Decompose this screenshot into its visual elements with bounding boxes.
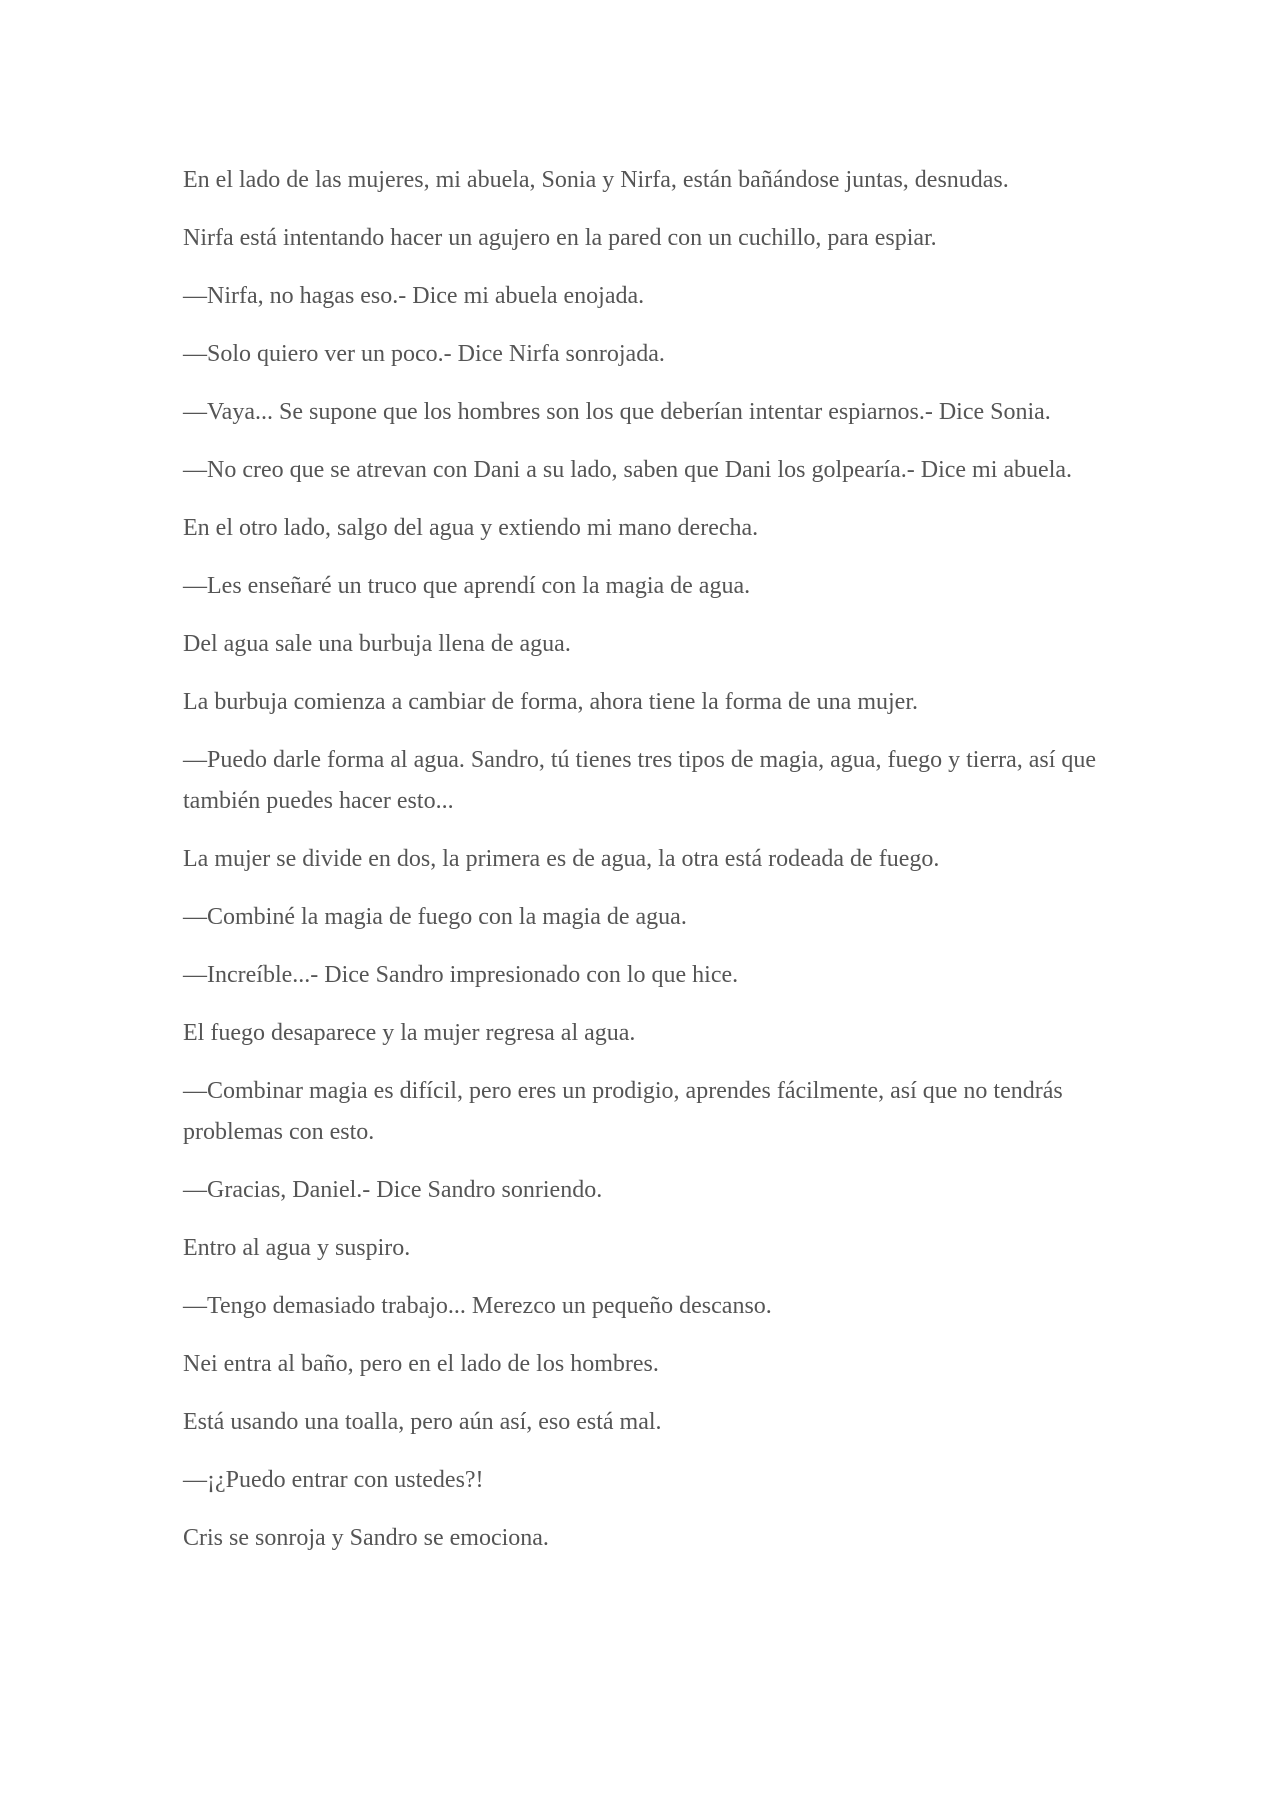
paragraph: Está usando una toalla, pero aún así, eso está mal. [183,1409,662,1435]
paragraph: La mujer se divide en dos, la primera es de agua, la otra está rodeada de fuego. [183,846,940,872]
paragraph: El fuego desaparece y la mujer regresa al agua. [183,1020,636,1046]
paragraph: Cris se sonroja y Sandro se emociona. [183,1525,549,1551]
paragraph: —Solo quiero ver un poco.- Dice Nirfa sonrojada. [183,341,665,367]
paragraph: —Combinar magia es difícil, pero eres un prodigio, aprendes fácilmente, así que no tendrás problemas con esto. [183,1078,1063,1145]
paragraph: —Vaya... Se supone que los hombres son los que deberían intentar espiarnos.- Dice Sonia. [183,399,1051,425]
paragraph: En el otro lado, salgo del agua y extiendo mi mano derecha. [183,515,759,541]
paragraph: La burbuja comienza a cambiar de forma, ahora tiene la forma de una mujer. [183,689,918,715]
paragraph: —Les enseñaré un truco que aprendí con la magia de agua. [183,573,751,599]
paragraph: Entro al agua y suspiro. [183,1235,411,1261]
paragraph: En el lado de las mujeres, mi abuela, Sonia y Nirfa, están bañándose juntas, desnudas. [183,167,1009,193]
paragraph: —Increíble...- Dice Sandro impresionado con lo que hice. [183,962,739,988]
paragraph: —Nirfa, no hagas eso.- Dice mi abuela enojada. [183,283,645,309]
paragraph: Nirfa está intentando hacer un agujero en la pared con un cuchillo, para espiar. [183,225,937,251]
paragraph: —Gracias, Daniel.- Dice Sandro sonriendo. [183,1177,603,1203]
paragraph: Nei entra al baño, pero en el lado de los hombres. [183,1351,659,1377]
paragraph: Del agua sale una burbuja llena de agua. [183,631,571,657]
document-body [183,160,1098,1576]
paragraph: —Tengo demasiado trabajo... Merezco un pequeño descanso. [183,1293,772,1319]
paragraph: —Puedo darle forma al agua. Sandro, tú tienes tres tipos de magia, agua, fuego y tierra, así que también puedes hacer esto... [183,747,1097,814]
paragraph: —Combiné la magia de fuego con la magia de agua. [183,904,687,930]
paragraph: —No creo que se atrevan con Dani a su lado, saben que Dani los golpearía.- Dice mi abuela. [183,457,1073,483]
paragraph: —¡¿Puedo entrar con ustedes?! [183,1467,484,1493]
